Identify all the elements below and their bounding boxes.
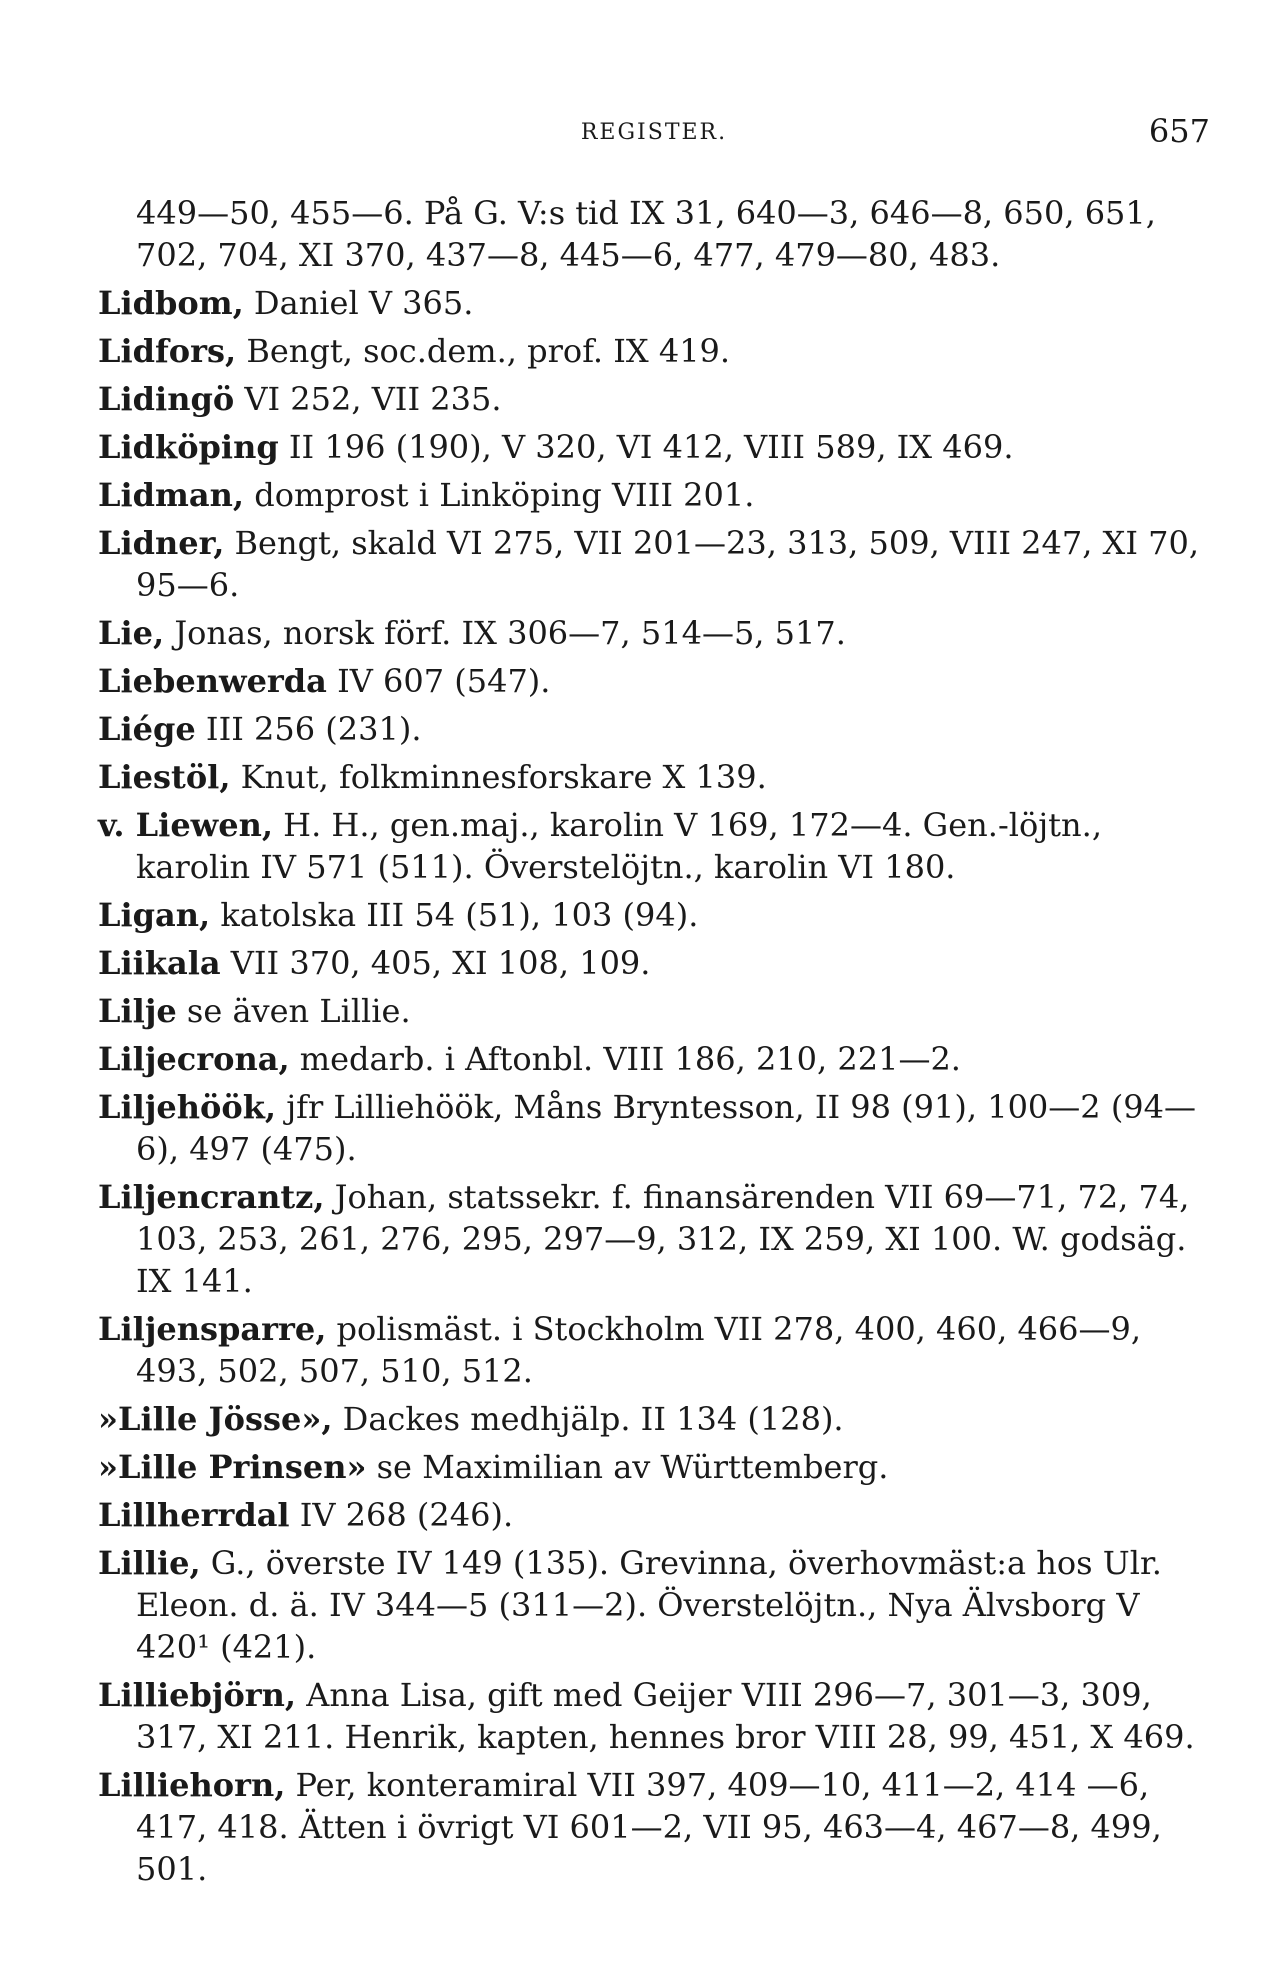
index-entry <box>98 1038 1210 1080</box>
index-entry <box>98 1398 1210 1440</box>
index-entry <box>98 660 1210 702</box>
entry-text: III 256 (231). <box>195 710 422 748</box>
index-entry <box>98 804 1210 888</box>
entry-text: polismäst. i Stockholm VII 278, 400, 460, 466—9, 493, 502, 507, 510, 512. <box>136 1310 1142 1390</box>
entry-text: Bengt, skald VI 275, VII 201—23, 313, 509, VIII 247, XI 70, 95—6. <box>136 524 1200 604</box>
entry-headword: Lidman, <box>98 476 245 514</box>
index-entry <box>98 1086 1210 1170</box>
index-entry <box>98 1494 1210 1536</box>
entry-headword: Liége <box>98 710 196 748</box>
entry-text: Johan, statssekr. f. finansärenden VII 69—71, 72, 74, 103, 253, 261, 276, 295, 297—9, 312, IX 259, XI 100. W. godsäg. IX 141. <box>136 1178 1190 1300</box>
entry-text: Jonas, norsk förf. IX 306—7, 514—5, 517. <box>164 614 846 652</box>
entry-text: IV 607 (547). <box>326 662 551 700</box>
index-entry <box>98 1446 1210 1488</box>
index-entry <box>98 426 1210 468</box>
entry-text: Bengt, soc.dem., prof. IX 419. <box>236 332 731 370</box>
entry-headword: Liljensparre, <box>98 1310 327 1348</box>
entry-text: Knut, folkminnesforskare X 139. <box>230 758 767 796</box>
entry-text: Dackes medhjälp. II 134 (128). <box>332 1400 844 1438</box>
index-entry <box>98 1308 1210 1392</box>
index-entry <box>98 378 1210 420</box>
running-title: REGISTER. <box>580 120 728 145</box>
entry-text: Daniel V 365. <box>243 284 474 322</box>
index-entry <box>98 1176 1210 1302</box>
entry-text: VI 252, VII 235. <box>234 380 502 418</box>
entry-text: Anna Lisa, gift med Geijer VIII 296—7, 301—3, 309, 317, XI 211. Henrik, kapten, hennes bror VIII 28, 99, 451, X 469. <box>136 1676 1195 1756</box>
index-entry <box>98 282 1210 324</box>
index-entry <box>98 612 1210 654</box>
entry-text: VII 370, 405, XI 108, 109. <box>220 944 651 982</box>
entry-headword: Liljencrantz, <box>98 1178 325 1216</box>
entry-text: 449—50, 455—6. På G. V:s tid IX 31, 640—3, 646—8, 650, 651, 702, 704, XI 370, 437—8, 445—6, 477, 479—80, 483. <box>136 194 1156 274</box>
entry-headword: Lidner, <box>98 524 225 562</box>
entry-text: Per, konteramiral VII 397, 409—10, 411—2, 414 —6, 417, 418. Ätten i övrigt VI 601—2, VII 95, 463—4, 467—8, 499, 501. <box>136 1766 1162 1888</box>
entry-headword: Ligan, <box>98 896 211 934</box>
entry-headword: Lillherrdal <box>98 1496 290 1534</box>
index-entry <box>98 330 1210 372</box>
entry-text: H. H., gen.maj., karolin V 169, 172—4. Gen.-löjtn., karolin IV 571 (511). Överstelöjtn., karolin VI 180. <box>136 806 1102 886</box>
index-entry <box>98 474 1210 516</box>
entry-text: domprost i Linköping VIII 201. <box>244 476 755 514</box>
index-entry <box>98 1674 1210 1758</box>
entry-headword: Liestöl, <box>98 758 231 796</box>
entry-text: se även Lillie. <box>176 992 411 1030</box>
index-entry <box>98 708 1210 750</box>
entry-text: katolska III 54 (51), 103 (94). <box>210 896 699 934</box>
entry-headword: »Lille Prinsen» <box>98 1448 367 1486</box>
entry-text: medarb. i Aftonbl. VIII 186, 210, 221—2. <box>289 1040 961 1078</box>
page-number: 657 <box>1148 112 1210 150</box>
entry-headword: Lidfors, <box>98 332 237 370</box>
index-entry <box>98 522 1210 606</box>
index-entry <box>98 942 1210 984</box>
index-entry <box>98 756 1210 798</box>
entry-text: II 196 (190), V 320, VI 412, VIII 589, IX 469. <box>278 428 1014 466</box>
entry-headword: Lie, <box>98 614 165 652</box>
entry-headword: v. Liewen, <box>98 806 273 844</box>
entry-headword: Lilliehorn, <box>98 1766 286 1804</box>
entry-text: G., överste IV 149 (135). Grevinna, överhovmäst:a hos Ulr. Eleon. d. ä. IV 344—5 (311—2). Överstelöjtn., Nya Älvsborg V 420¹ (421). <box>136 1544 1162 1666</box>
entry-headword: Lilliebjörn, <box>98 1676 297 1714</box>
index-entry <box>98 192 1210 276</box>
entry-headword: Liebenwerda <box>98 662 327 700</box>
entry-text: IV 268 (246). <box>289 1496 514 1534</box>
entry-text: jfr Lilliehöök, Måns Bryntesson, II 98 (91), 100—2 (94—6), 497 (475). <box>136 1088 1197 1168</box>
index-entry <box>98 1764 1210 1890</box>
entry-text: se Maximilian av Württemberg. <box>366 1448 889 1486</box>
entry-headword: Lidköping <box>98 428 279 466</box>
index-entry <box>98 990 1210 1032</box>
entry-headword: Liikala <box>98 944 221 982</box>
entry-headword: »Lille Jösse», <box>98 1400 333 1438</box>
index-entries <box>98 192 1210 1896</box>
entry-headword: Lidbom, <box>98 284 244 322</box>
index-entry <box>98 894 1210 936</box>
entry-headword: Lillie, <box>98 1544 201 1582</box>
entry-headword: Liljecrona, <box>98 1040 290 1078</box>
entry-headword: Liljehöök, <box>98 1088 277 1126</box>
page-header <box>98 112 1210 156</box>
index-entry <box>98 1542 1210 1668</box>
entry-headword: Lilje <box>98 992 177 1030</box>
entry-headword: Lidingö <box>98 380 235 418</box>
